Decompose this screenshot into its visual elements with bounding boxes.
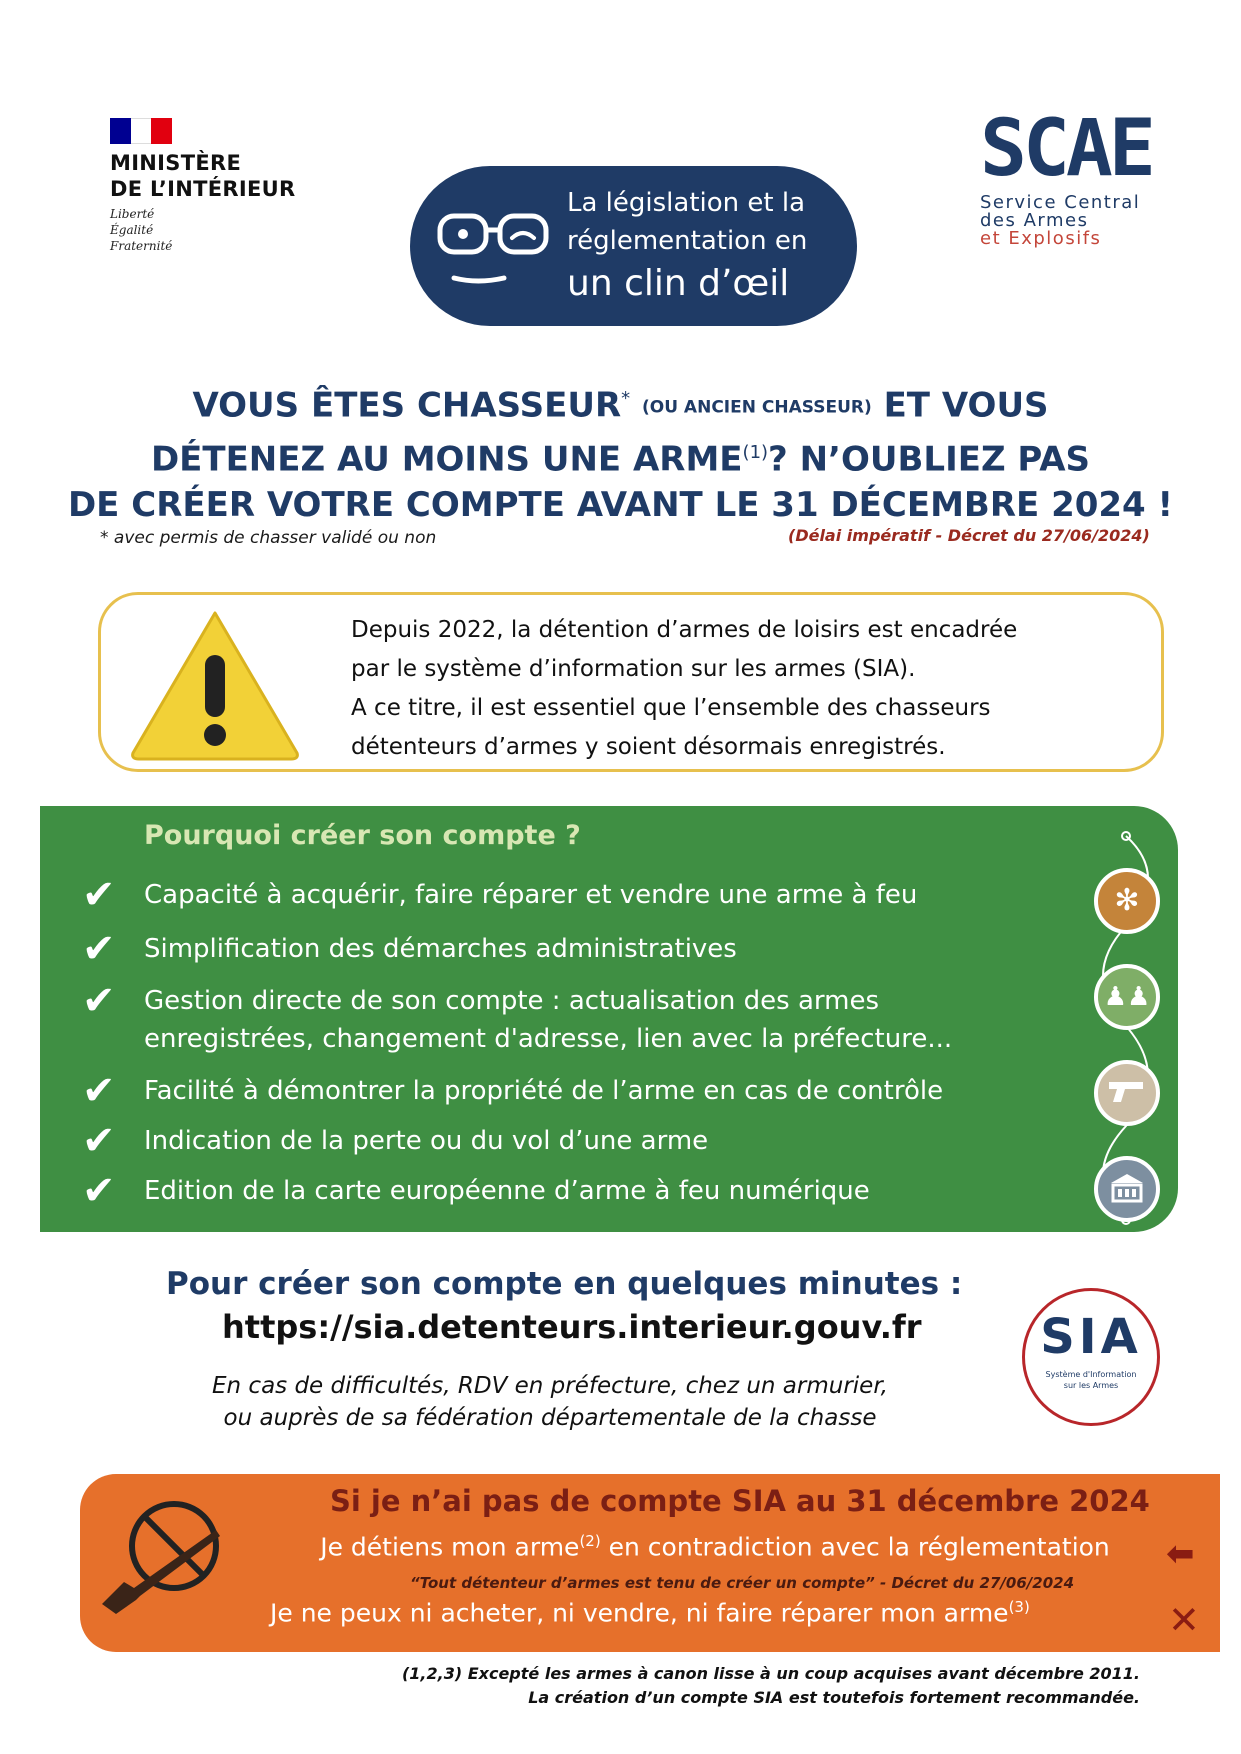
checkmark-icon: ✔	[82, 872, 116, 918]
headline	[40, 376, 1201, 528]
help-line1: En cas de difficultés, RDV en préfecture, chez un armurier,	[212, 1373, 888, 1399]
headline-star: *	[621, 388, 631, 409]
scae-line2: des Armes	[980, 210, 1089, 231]
note-hunting-permit: * avec permis de chasser validé ou non	[100, 528, 437, 548]
building-icon	[1094, 1156, 1160, 1222]
create-account-title: Pour créer son compte en quelques minutes :	[166, 1266, 963, 1302]
scae-logo	[980, 104, 1200, 249]
consequence-line1	[220, 1532, 1210, 1561]
marianne-flag-icon	[110, 118, 172, 144]
ministry-name	[110, 150, 320, 202]
warning-triangle-icon	[125, 603, 305, 763]
scae-word: SCAE	[980, 104, 1152, 194]
arrow-left-icon: ⬅	[1166, 1534, 1195, 1574]
ministry-name-line2: DE L’INTÉRIEUR	[110, 177, 296, 201]
footnote-line1: (1,2,3) Excepté les armes à canon lisse à un coup acquises avant décembre 2011.	[401, 1664, 1140, 1683]
motto-fraternite: Fraternité	[110, 239, 173, 253]
checkmark-icon: ✔	[82, 978, 116, 1024]
benefit-text: Edition de la carte européenne d’arme à feu numérique	[144, 1176, 870, 1206]
wink-line1: La législation et la	[567, 188, 806, 218]
benefit-item	[82, 872, 1042, 918]
consequence-line1-b: en contradiction avec la réglementation	[600, 1532, 1110, 1562]
sia-url-link[interactable]: https://sia.detenteurs.interieur.gouv.fr	[222, 1308, 922, 1346]
warning-line4: détenteurs d’armes y soient désormais enregistrés.	[351, 734, 946, 760]
why-title: Pourquoi créer son compte ?	[144, 820, 581, 851]
people-icon: ♟♟	[1094, 964, 1160, 1030]
help-text	[150, 1370, 950, 1434]
headline-part2: ET VOUS	[883, 385, 1049, 426]
consequence-ref3: (3)	[1008, 1598, 1030, 1616]
cross-icon: ✕	[1168, 1598, 1200, 1642]
help-line2: ou auprès de sa fédération départementale de la chasse	[223, 1405, 877, 1431]
warning-line2: par le système d’information sur les armes (SIA).	[351, 656, 916, 682]
benefit-item	[82, 978, 1042, 1058]
headline-line3: DE CRÉER VOTRE COMPTE AVANT LE 31 DÉCEMBRE 2024 !	[67, 484, 1174, 525]
checkmark-icon: ✔	[82, 1068, 116, 1114]
network-icon: ✻	[1094, 868, 1160, 934]
consequence-line1-a: Je détiens mon arme	[320, 1532, 580, 1562]
benefit-item	[82, 1068, 1042, 1114]
note-deadline: (Délai impératif - Décret du 27/06/2024)	[788, 526, 1150, 545]
winking-face-icon	[434, 202, 558, 294]
decree-quote: “Tout détenteur d’armes est tenu de créer un compte” - Décret du 27/06/2024	[410, 1574, 1075, 1592]
consequence-line2	[270, 1598, 1030, 1627]
consequence-title: Si je n’ai pas de compte SIA au 31 décembre 2024	[330, 1484, 1150, 1518]
ministry-logo	[110, 118, 320, 254]
headline-ref1: (1)	[742, 442, 769, 464]
checkmark-icon: ✔	[82, 1168, 116, 1214]
consequence-line2-a: Je ne peux ni acheter, ni vendre, ni faire réparer mon arme	[270, 1598, 1009, 1628]
footnote-line2: La création d’un compte SIA est toutefois fortement recommandée.	[528, 1688, 1140, 1707]
warning-line3: A ce titre, il est essentiel que l’ensemble des chasseurs	[351, 695, 991, 721]
benefit-text: Simplification des démarches administratives	[144, 934, 737, 964]
sia-logo-sub2: sur les Armes	[1063, 1381, 1119, 1390]
benefit-text: Facilité à démontrer la propriété de l’arme en cas de contrôle	[144, 1076, 944, 1106]
ministry-motto	[110, 206, 320, 254]
headline-line2	[40, 430, 1201, 482]
headline-part1: VOUS ÊTES CHASSEUR	[192, 385, 622, 426]
headline-parenthetical: (OU ANCIEN CHASSEUR)	[641, 397, 872, 418]
motto-egalite: Égalité	[110, 223, 154, 237]
why-create-account-box	[40, 806, 1178, 1232]
consequence-box	[80, 1474, 1220, 1652]
scae-line1: Service Central	[980, 192, 1141, 213]
benefit-text: Capacité à acquérir, faire réparer et vendre une arme à feu	[144, 880, 918, 910]
headline-part3: DÉTENEZ AU MOINS UNE ARME	[150, 439, 743, 480]
benefit-item	[82, 1118, 1042, 1164]
checkmark-icon: ✔	[82, 926, 116, 972]
warning-box	[98, 592, 1164, 772]
headline-line1	[40, 376, 1201, 430]
motto-liberte: Liberté	[110, 207, 155, 221]
no-gun-icon	[94, 1496, 224, 1616]
wink-line2: réglementation en	[567, 226, 808, 256]
pistol-icon	[1094, 1060, 1160, 1126]
sia-logo	[1022, 1288, 1160, 1426]
warning-line1: Depuis 2022, la détention d’armes de loisirs est encadrée	[351, 617, 1018, 643]
benefit-item	[82, 1168, 1042, 1214]
benefit-item	[82, 926, 1042, 972]
benefit-text: Gestion directe de son compte : actualisation des armes enregistrées, changement d'adresse, lien avec la préfecture...	[144, 986, 953, 1054]
warning-text	[351, 611, 1151, 767]
headline-part4: ? N’OUBLIEZ PAS	[768, 439, 1091, 480]
sia-logo-word: SIA	[1040, 1309, 1142, 1365]
footnote	[300, 1662, 1140, 1710]
sia-logo-sub1: Système d'Information	[1045, 1370, 1137, 1379]
checkmark-icon: ✔	[82, 1118, 116, 1164]
wink-line3: un clin d’œil	[567, 263, 790, 304]
consequence-ref2: (2)	[579, 1532, 601, 1550]
benefit-text: Indication de la perte ou du vol d’une arme	[144, 1126, 709, 1156]
scae-wordmark	[980, 104, 1200, 194]
wink-badge	[410, 166, 857, 326]
ministry-name-line1: MINISTÈRE	[110, 151, 242, 175]
scae-line3: et Explosifs	[980, 228, 1102, 249]
